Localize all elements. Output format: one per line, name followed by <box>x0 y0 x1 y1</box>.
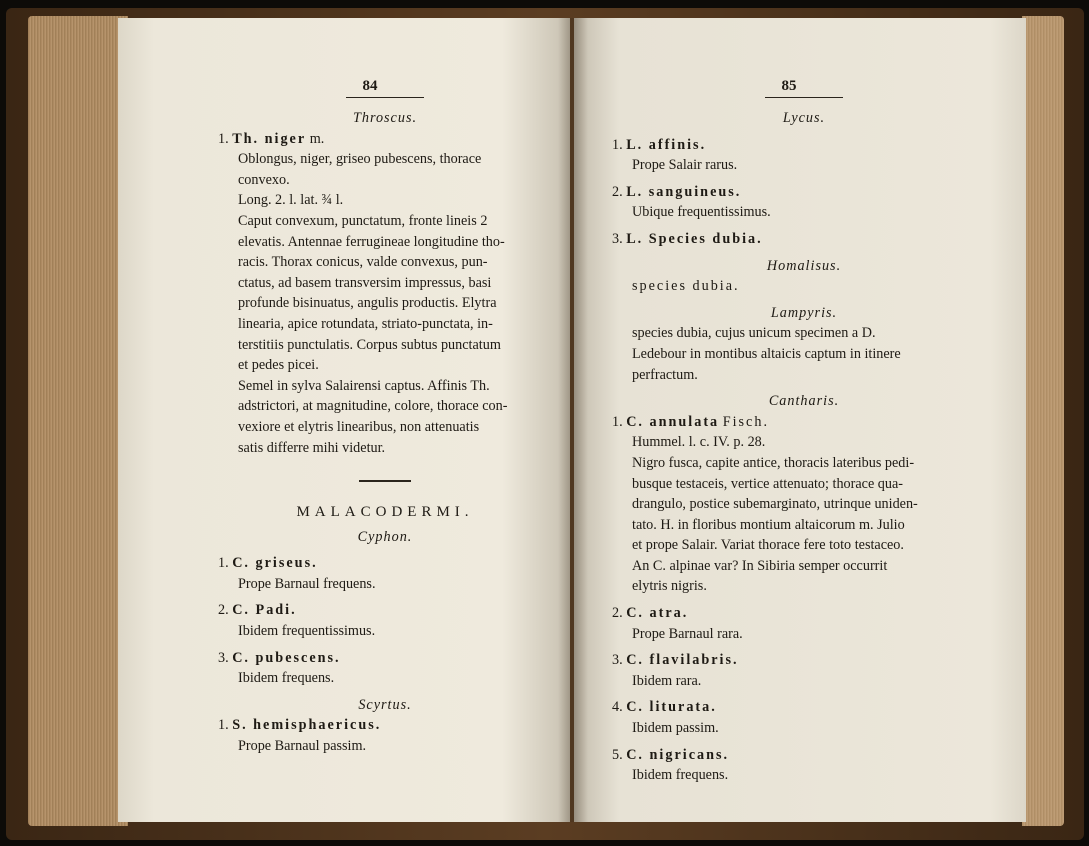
species-name: L. Species dubia. <box>626 230 763 247</box>
species-note: species dubia. <box>632 278 740 295</box>
species-entry <box>612 603 996 624</box>
species-author: Fisch. <box>722 413 769 430</box>
text-line: elytris nigris. <box>632 578 707 595</box>
species-entry <box>218 129 552 150</box>
text-line: elevatis. Antennae ferrugineae longitudine tho- <box>238 233 505 250</box>
species-entry <box>612 745 996 766</box>
species-note: Prope Salair rarus. <box>632 157 738 174</box>
right-page <box>574 18 1026 822</box>
species-entry <box>612 697 996 718</box>
species-name: C. flavilabris. <box>626 652 739 669</box>
text-line: profunde bisinuatus, angulis productis. Elytra <box>238 295 497 312</box>
species-name: C. pubescens. <box>232 649 341 666</box>
text-line: ctatus, ad basem transversim impressus, basi <box>238 274 492 291</box>
genus-heading: Cantharis. <box>768 393 840 410</box>
text-line: drangulo, postice subemarginato, utrinque uniden- <box>632 496 918 513</box>
text-line: Long. 2. l. lat. ¾ l. <box>238 192 344 209</box>
header-rule <box>346 97 424 98</box>
species-name: L. affinis. <box>626 136 707 153</box>
entry-number: 1. <box>218 130 229 147</box>
genus-heading: Lycus. <box>782 110 826 126</box>
genus-heading: Cyphon. <box>357 528 413 545</box>
species-name: C. nigricans. <box>626 746 730 763</box>
species-entry <box>218 648 552 669</box>
text-line: Hummel. l. c. IV. p. 28. <box>632 434 766 451</box>
text-line: tato. H. in floribus montium altaicorum m. Julio <box>632 516 905 533</box>
text-line: convexo. <box>238 171 290 188</box>
text-line: terstitiis punctulatis. Corpus subtus punctatum <box>238 336 501 353</box>
species-entry <box>218 715 552 736</box>
order-heading: MALACODERMI. <box>296 504 474 521</box>
species-name: C. annulata <box>626 413 720 430</box>
species-author: m. <box>309 130 325 147</box>
text-line: vexiore et elytris linearibus, non attenuatis <box>238 418 480 435</box>
text-line: Caput convexum, punctatum, fronte lineis 2 <box>238 212 488 229</box>
page-edges-right <box>1022 16 1064 826</box>
genus-heading: Throscus. <box>352 110 418 126</box>
text-line: et prope Salair. Variat thorace fere toto testaceo. <box>632 537 904 554</box>
entry-number: 1. <box>612 413 623 430</box>
text-line: Semel in sylva Salairensi captus. Affinis Th. <box>238 377 490 394</box>
text-line: Oblongus, niger, griseo pubescens, thorace <box>238 151 482 168</box>
page-number: 85 <box>781 78 797 94</box>
text-line: adstrictori, at magnitudine, colore, thorace con- <box>238 398 508 415</box>
species-name: C. liturata. <box>626 699 717 716</box>
species-description <box>612 323 996 385</box>
species-note: Ibidem frequens. <box>238 670 335 687</box>
species-name: S. hemisphaericus. <box>232 717 382 734</box>
text-line: busque testaceis, vertice attenuato; thorace qua- <box>632 475 904 492</box>
species-note: Ibidem rara. <box>632 672 702 689</box>
species-name: C. Padi. <box>232 602 297 619</box>
species-entry <box>218 600 552 621</box>
page-edges-left <box>28 16 128 826</box>
text-line: species dubia, cujus unicum specimen a D. <box>632 325 876 342</box>
left-page <box>118 18 570 822</box>
entry-number: 2. <box>218 602 229 619</box>
species-name: Th. niger <box>232 130 307 147</box>
header-rule <box>765 97 843 98</box>
text-line: et pedes picei. <box>238 357 319 374</box>
text-line: Ledebour in montibus altaicis captum in itinere <box>632 345 901 362</box>
species-entry <box>612 182 996 203</box>
entry-number: 3. <box>612 230 623 247</box>
species-note: Ubique frequentissimus. <box>632 204 771 221</box>
genus-heading: Scyrtus. <box>358 696 412 713</box>
species-name: L. sanguineus. <box>626 183 742 200</box>
entry-number: 1. <box>218 717 229 734</box>
entry-number: 1. <box>218 555 229 572</box>
entry-number: 3. <box>218 649 229 666</box>
book-gutter <box>558 18 588 822</box>
species-name: C. griseus. <box>232 555 318 572</box>
page-number: 84 <box>362 78 378 94</box>
entry-number: 2. <box>612 183 623 200</box>
entry-number: 2. <box>612 605 623 622</box>
text-line: racis. Thorax conicus, valde convexus, pun- <box>238 254 488 271</box>
genus-heading: Lampyris. <box>770 304 838 321</box>
species-note: Ibidem passim. <box>632 720 719 737</box>
entry-number: 1. <box>612 136 623 153</box>
species-name: C. atra. <box>626 605 689 622</box>
section-divider <box>359 480 411 482</box>
text-line: perfractum. <box>632 366 698 383</box>
entry-number: 4. <box>612 699 623 716</box>
entry-number: 5. <box>612 746 623 763</box>
species-entry <box>612 229 996 250</box>
species-entry <box>218 553 552 574</box>
text-line: satis differre mihi videtur. <box>238 439 386 456</box>
species-entry <box>612 412 996 433</box>
species-note: Ibidem frequentissimus. <box>238 623 376 640</box>
species-note: Prope Barnaul passim. <box>238 738 367 755</box>
text-line: An C. alpinae var? In Sibiria semper occurrit <box>632 557 888 574</box>
genus-heading: Homalisus. <box>766 257 842 274</box>
text-line: linearia, apice rotundata, striato-punctata, in- <box>238 315 493 332</box>
species-description <box>612 432 996 597</box>
species-description <box>218 149 552 458</box>
entry-number: 3. <box>612 652 623 669</box>
species-note: Prope Barnaul rara. <box>632 625 743 642</box>
species-entry <box>612 650 996 671</box>
species-note: Ibidem frequens. <box>632 767 729 784</box>
species-entry <box>612 135 996 156</box>
text-line: Nigro fusca, capite antice, thoracis lateribus pedi- <box>632 454 915 471</box>
species-note: Prope Barnaul frequens. <box>238 575 376 592</box>
